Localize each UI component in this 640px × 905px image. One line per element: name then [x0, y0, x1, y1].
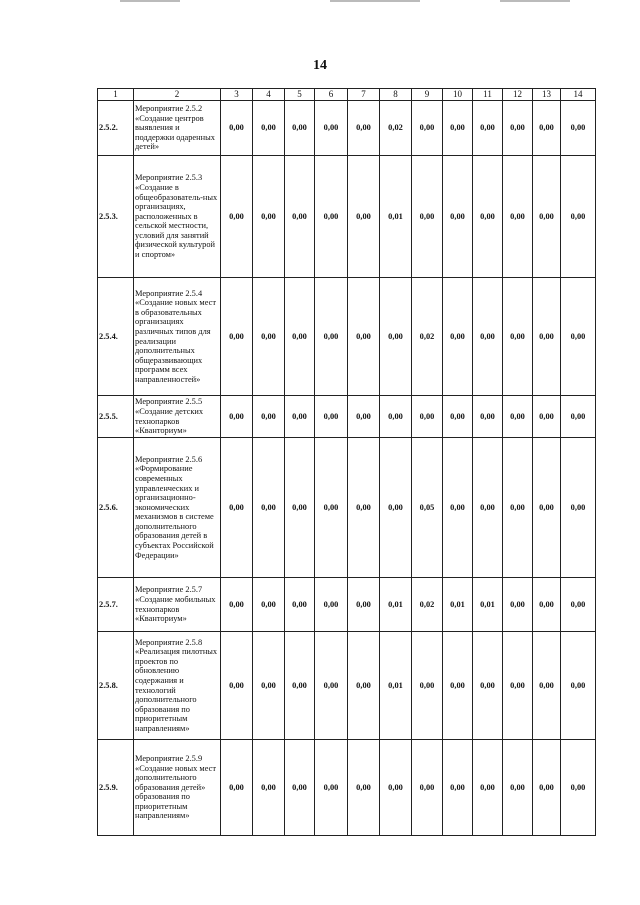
value-cell: 0,00 [221, 740, 253, 836]
value-cell: 0,00 [221, 438, 253, 578]
activity-description: Мероприятие 2.5.4 «Создание новых мест в образовательных организациях различных типов для реализации дополнительных общеразвивающих программ всех направленностей» [134, 278, 221, 396]
value-cell: 0,00 [253, 156, 285, 278]
funding-table [97, 88, 596, 836]
value-cell: 0,00 [533, 632, 561, 740]
column-header-6: 6 [315, 89, 348, 101]
activity-description: Мероприятие 2.5.3 «Создание в общеобразователь-ных организациях, расположенных в сельской местности, условий для занятий физической культурой и спортом» [134, 156, 221, 278]
value-cell: 0,00 [315, 632, 348, 740]
value-cell: 0,00 [221, 578, 253, 632]
value-cell: 0,00 [443, 396, 473, 438]
scan-artifact [330, 0, 420, 2]
value-cell: 0,00 [412, 396, 443, 438]
value-cell: 0,00 [285, 278, 315, 396]
column-header-3: 3 [221, 89, 253, 101]
value-cell: 0,00 [253, 396, 285, 438]
value-cell: 0,00 [473, 278, 503, 396]
value-cell: 0,00 [315, 578, 348, 632]
value-cell: 0,00 [315, 101, 348, 156]
value-cell: 0,00 [473, 101, 503, 156]
value-cell: 0,00 [473, 438, 503, 578]
activity-description: Мероприятие 2.5.6 «Формирование современных управленческих и организационно-экономических механизмов в системе дополнительного образования детей в субъектах Российской Федерации» [134, 438, 221, 578]
value-cell: 0,00 [253, 578, 285, 632]
table-row [98, 156, 596, 278]
value-cell: 0,00 [380, 438, 412, 578]
row-number: 2.5.9. [98, 740, 134, 836]
value-cell: 0,00 [348, 396, 380, 438]
value-cell: 0,00 [443, 156, 473, 278]
table-row [98, 740, 596, 836]
value-cell: 0,00 [380, 740, 412, 836]
value-cell: 0,00 [348, 156, 380, 278]
value-cell: 0,00 [473, 632, 503, 740]
value-cell: 0,00 [503, 101, 533, 156]
activity-description: Мероприятие 2.5.9 «Создание новых мест дополнительного образования детей» образования по приоритетным направлениям» [134, 740, 221, 836]
value-cell: 0,00 [253, 632, 285, 740]
value-cell: 0,00 [285, 438, 315, 578]
value-cell: 0,00 [473, 740, 503, 836]
value-cell: 0,00 [443, 740, 473, 836]
value-cell: 0,00 [533, 278, 561, 396]
value-cell: 0,00 [533, 438, 561, 578]
value-cell: 0,02 [412, 578, 443, 632]
value-cell: 0,00 [253, 740, 285, 836]
table-header-row [98, 89, 596, 101]
value-cell: 0,00 [380, 396, 412, 438]
scan-artifact [500, 0, 570, 2]
value-cell: 0,00 [533, 740, 561, 836]
row-number: 2.5.3. [98, 156, 134, 278]
value-cell: 0,00 [315, 278, 348, 396]
row-number: 2.5.7. [98, 578, 134, 632]
value-cell: 0,00 [503, 438, 533, 578]
value-cell: 0,00 [533, 396, 561, 438]
value-cell: 0,00 [561, 101, 596, 156]
value-cell: 0,01 [380, 156, 412, 278]
value-cell: 0,00 [348, 740, 380, 836]
value-cell: 0,00 [285, 578, 315, 632]
table-row [98, 278, 596, 396]
value-cell: 0,00 [221, 632, 253, 740]
column-header-13: 13 [533, 89, 561, 101]
value-cell: 0,00 [561, 438, 596, 578]
value-cell: 0,00 [412, 740, 443, 836]
value-cell: 0,00 [443, 278, 473, 396]
value-cell: 0,00 [503, 396, 533, 438]
column-header-11: 11 [473, 89, 503, 101]
value-cell: 0,00 [503, 632, 533, 740]
column-header-10: 10 [443, 89, 473, 101]
value-cell: 0,00 [221, 101, 253, 156]
column-header-12: 12 [503, 89, 533, 101]
value-cell: 0,00 [221, 278, 253, 396]
value-cell: 0,00 [348, 632, 380, 740]
value-cell: 0,00 [503, 156, 533, 278]
column-header-4: 4 [253, 89, 285, 101]
value-cell: 0,00 [561, 740, 596, 836]
value-cell: 0,00 [412, 156, 443, 278]
table-row [98, 438, 596, 578]
value-cell: 0,00 [253, 101, 285, 156]
value-cell: 0,01 [380, 578, 412, 632]
value-cell: 0,00 [473, 396, 503, 438]
activity-description: Мероприятие 2.5.5 «Создание детских технопарков «Кванториум» [134, 396, 221, 438]
column-header-9: 9 [412, 89, 443, 101]
row-number: 2.5.5. [98, 396, 134, 438]
value-cell: 0,00 [315, 740, 348, 836]
value-cell: 0,00 [315, 396, 348, 438]
row-number: 2.5.6. [98, 438, 134, 578]
value-cell: 0,00 [412, 101, 443, 156]
value-cell: 0,00 [253, 438, 285, 578]
value-cell: 0,00 [315, 156, 348, 278]
value-cell: 0,00 [561, 578, 596, 632]
value-cell: 0,00 [533, 101, 561, 156]
value-cell: 0,00 [380, 278, 412, 396]
column-header-1: 1 [98, 89, 134, 101]
value-cell: 0,00 [443, 438, 473, 578]
value-cell: 0,00 [285, 396, 315, 438]
row-number: 2.5.8. [98, 632, 134, 740]
activity-description: Мероприятие 2.5.8 «Реализация пилотных проектов по обновлению содержания и технологий дополнительного образования по приоритетным направлениям» [134, 632, 221, 740]
value-cell: 0,01 [380, 632, 412, 740]
value-cell: 0,00 [221, 396, 253, 438]
value-cell: 0,00 [348, 438, 380, 578]
value-cell: 0,00 [348, 101, 380, 156]
column-header-5: 5 [285, 89, 315, 101]
table-row [98, 578, 596, 632]
column-header-2: 2 [134, 89, 221, 101]
table-row [98, 101, 596, 156]
column-header-14: 14 [561, 89, 596, 101]
value-cell: 0,00 [253, 278, 285, 396]
value-cell: 0,00 [285, 632, 315, 740]
row-number: 2.5.4. [98, 278, 134, 396]
value-cell: 0,00 [315, 438, 348, 578]
value-cell: 0,00 [533, 578, 561, 632]
scan-artifact [120, 0, 180, 2]
table-row [98, 396, 596, 438]
value-cell: 0,02 [380, 101, 412, 156]
value-cell: 0,00 [443, 632, 473, 740]
value-cell: 0,00 [533, 156, 561, 278]
value-cell: 0,01 [443, 578, 473, 632]
value-cell: 0,05 [412, 438, 443, 578]
value-cell: 0,00 [503, 740, 533, 836]
column-header-8: 8 [380, 89, 412, 101]
value-cell: 0,00 [221, 156, 253, 278]
activity-description: Мероприятие 2.5.2 «Создание центров выявления и поддержки одаренных детей» [134, 101, 221, 156]
value-cell: 0,01 [473, 578, 503, 632]
value-cell: 0,00 [285, 101, 315, 156]
value-cell: 0,00 [473, 156, 503, 278]
column-header-7: 7 [348, 89, 380, 101]
row-number: 2.5.2. [98, 101, 134, 156]
value-cell: 0,00 [285, 156, 315, 278]
value-cell: 0,00 [285, 740, 315, 836]
value-cell: 0,00 [561, 632, 596, 740]
value-cell: 0,00 [348, 578, 380, 632]
value-cell: 0,00 [561, 156, 596, 278]
page-number: 14 [313, 58, 327, 73]
value-cell: 0,00 [561, 396, 596, 438]
value-cell: 0,00 [412, 632, 443, 740]
value-cell: 0,00 [561, 278, 596, 396]
value-cell: 0,02 [412, 278, 443, 396]
value-cell: 0,00 [503, 578, 533, 632]
value-cell: 0,00 [443, 101, 473, 156]
value-cell: 0,00 [503, 278, 533, 396]
value-cell: 0,00 [348, 278, 380, 396]
activity-description: Мероприятие 2.5.7 «Создание мобильных технопарков «Кванториум» [134, 578, 221, 632]
table-row [98, 632, 596, 740]
